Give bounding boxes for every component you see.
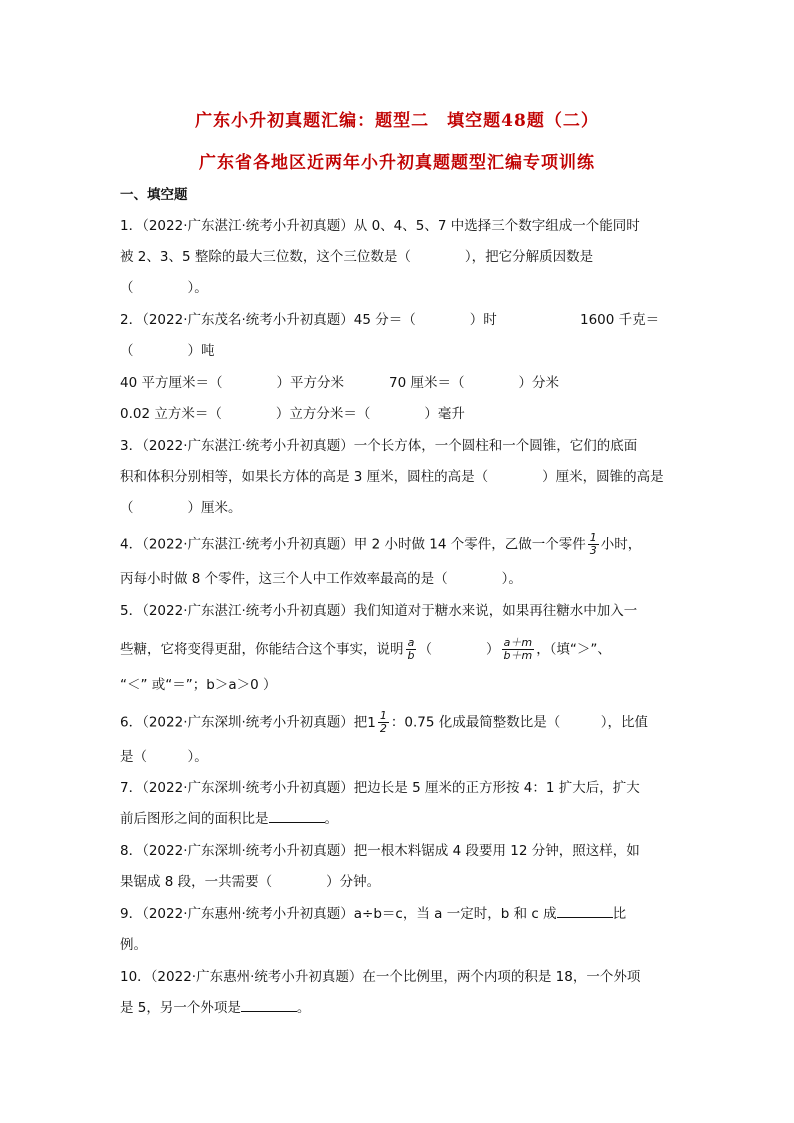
q5-blank: （ ） [418, 641, 500, 658]
q6-text-b: ：0.75 化成最简整数比是（ ），比值 [390, 714, 648, 731]
q10-line1: 10．（2022·广东惠州·统考小升初真题）在一个比例里，两个内项的积是 18，一个外项 [120, 969, 641, 985]
q7-text-a: 前后图形之间的面积比是 [120, 811, 269, 827]
q7-answer-blank[interactable] [269, 810, 325, 823]
q6-line1 [120, 710, 648, 735]
q5-line2 [120, 637, 611, 662]
q9-line1 [120, 904, 626, 924]
q4-line2: 丙每小时做 8 个零件，这三个人中工作效率最高的是（ ）。 [120, 571, 522, 587]
q6-fraction [378, 710, 389, 735]
q5-f2-num: a＋m [503, 636, 533, 649]
q6-text-a: 6．（2022·广东深圳·统考小升初真题）把 [120, 714, 368, 731]
q4-text-b: 小时， [600, 536, 642, 553]
q10-answer-blank[interactable] [241, 999, 297, 1012]
q2-line2: （ ）吨 [120, 343, 215, 359]
q3-line2: 积和体积分别相等，如果长方体的高是 3 厘米，圆柱的高是（ ）厘米，圆锥的高是 [120, 469, 664, 485]
q4-text-a: 4．（2022·广东湛江·统考小升初真题）甲 2 小时做 14 个零件，乙做一个零件 [120, 536, 586, 553]
q8-line2: 果锯成 8 段，一共需要（ ）分钟。 [120, 874, 381, 890]
title-main: 广东小升初真题汇编：题型二 填空题48题（二） [195, 111, 599, 131]
q6-frac-num: 1 [379, 709, 387, 722]
q9-answer-blank[interactable] [557, 905, 613, 918]
title-sub: 广东省各地区近两年小升初真题题型汇编专项训练 [199, 153, 595, 173]
q5-fraction-am-bm [501, 637, 534, 662]
q4-frac-den: 3 [589, 544, 597, 557]
q7-text-b: 。 [324, 811, 338, 827]
q6-line2: 是（ ）。 [120, 749, 208, 765]
q5-line3: “＜” 或“＝”；b＞a＞0 ） [120, 677, 277, 693]
q5-f2-den: b＋m [503, 649, 533, 662]
q1-line1: 1．（2022·广东湛江·统考小升初真题）从 0、4、5、7 中选择三个数字组成一个能同时 [120, 218, 640, 234]
q7-line2 [120, 809, 338, 829]
q10-text-a: 是 5，另一个外项是 [120, 1000, 241, 1016]
q5-f1-num: a [407, 636, 415, 649]
section-heading: 一、填空题 [120, 187, 188, 203]
q2-line1b: 1600 千克＝ [580, 312, 660, 328]
q5-text-a: 些糖，它将变得更甜，你能结合这个事实，说明 [120, 641, 404, 658]
q6-frac-den: 2 [379, 722, 387, 735]
q2-line3b: 70 厘米＝（ ）分米 [389, 375, 559, 391]
q4-fraction [588, 532, 599, 557]
q9-line2: 例。 [120, 937, 147, 953]
q5-f1-den: b [407, 649, 415, 662]
q4-frac-num: 1 [589, 531, 597, 544]
q5-fraction-a-b [406, 637, 417, 662]
q1-line3: （ ）。 [120, 280, 208, 296]
q10-line2 [120, 998, 310, 1018]
q4-line1 [120, 532, 641, 557]
q2-line1a: 2．（2022·广东茂名·统考小升初真题）45 分＝（ ）时 [120, 312, 497, 328]
q5-line1: 5．（2022·广东湛江·统考小升初真题）我们知道对于糖水来说，如果再往糖水中加入一 [120, 603, 638, 619]
q9-text-a: 9．（2022·广东惠州·统考小升初真题）a÷b＝c，当 a 一定时，b 和 c 成 [120, 906, 557, 922]
q10-text-b: 。 [296, 1000, 311, 1016]
q2-line3a: 40 平方厘米＝（ ）平方分米 [120, 375, 344, 391]
q3-line3: （ ）厘米。 [120, 500, 242, 516]
q3-line1: 3．（2022·广东湛江·统考小升初真题）一个长方体，一个圆柱和一个圆锥，它们的底面 [120, 438, 638, 454]
q9-text-b: 比 [612, 906, 627, 922]
q8-line1: 8．（2022·广东深圳·统考小升初真题）把一根木料锯成 4 段要用 12 分钟，照这样，如 [120, 843, 640, 859]
q7-line1: 7．（2022·广东深圳·统考小升初真题）把边长是 5 厘米的正方形按 4：1 扩大后，扩大 [120, 780, 640, 796]
q2-line4: 0.02 立方米＝（ ）立方分米＝（ ）毫升 [120, 406, 465, 422]
q6-whole: 1 [367, 714, 376, 731]
q5-text-c: ，（填“＞”、 [536, 641, 611, 658]
q1-line2: 被 2、3、5 整除的最大三位数，这个三位数是（ ），把它分解质因数是 [120, 249, 594, 265]
q6-mixed-number [367, 710, 391, 735]
